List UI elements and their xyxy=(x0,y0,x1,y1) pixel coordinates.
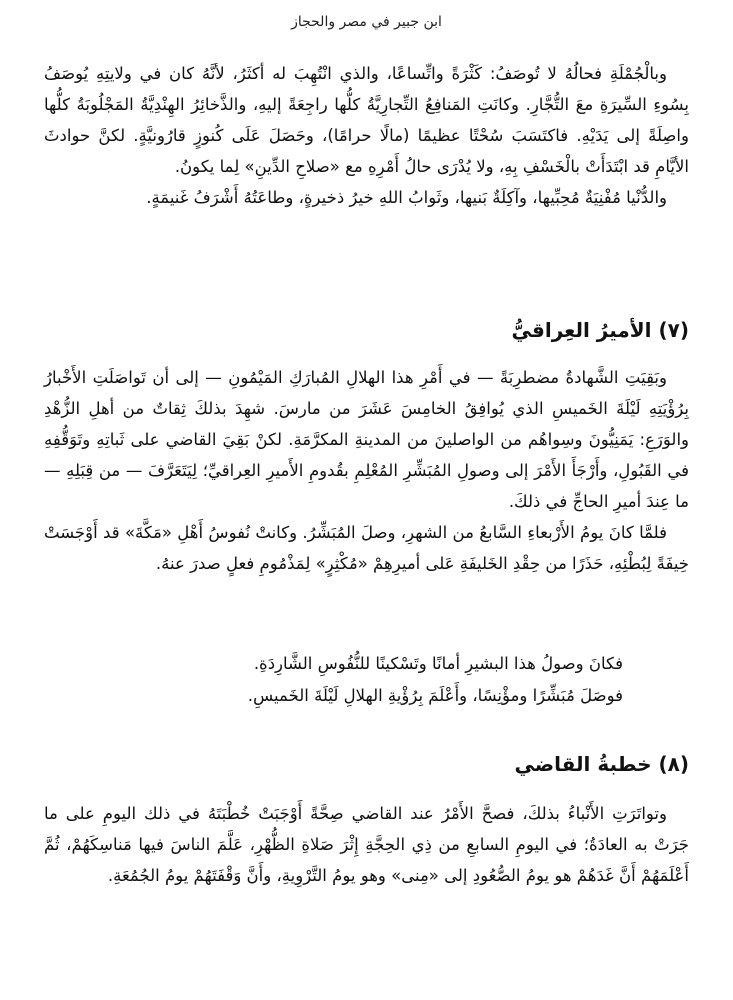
section-3-text xyxy=(44,798,689,891)
section-2-text xyxy=(44,362,689,579)
section-1-text xyxy=(44,58,689,213)
section-heading: (٨) خطبةُ القاضي xyxy=(514,752,689,776)
paragraph: فلمَّا كانَ يومُ الأَرْبعاءِ السَّابعُ من الشهرِ، وصلَ المُبَشِّرُ. وكانتْ نُفوسُ أَهْلِ «مَكَّةَ» قد أَوْجَسَتْ خِيفَةً لِبُطْئِهِ، حَذَرًا من حِقْدِ الخَليفَةِ عَلى أميرِهِمْ «مُكْثِرٍ» لِمَذْمُومِ فعلٍ صدرَ عنهُ. xyxy=(44,523,689,573)
paragraph: وتواتَرَتِ الأَنْباءُ بذلكَ، فصحَّ الأَمْرُ عند القاضي صِحَّةً أَوْجَبَتْ خُطْبَتَهُ في ذلك اليومِ على ما جَرَتْ به العادَةُ؛ في اليومِ السابعِ من ذِي الحِجَّةِ إِثْرَ صَلاةِ الظُّهْرِ، عَلَّمَ الناسَ فيها مَناسِكَهُمْ، ثُمَّ أَعْلَمَهُمْ أَنَّ غَدَهُمْ هو يومُ الصُّعُودِ إلى «مِنى» وهو يومُ التَّرْوِيةِ، وأَنَّ وَقْفَتَهُمْ يومُ الجُمُعَةِ. xyxy=(44,804,689,885)
paragraph: وبالْجُمْلَةِ فحالُهُ لا تُوصَفُ: كَثْرَةً واتِّساعًا، والذي انْتُهِبَ له أكثَرُ، لأنَّهُ كان في ولايتِهِ يُوصَفُ بِسُوءِ السِّيرَةِ معَ التُّجَّارِ. وكانَتِ المَنافِعُ التِّجارِيَّةُ كلُّها راجِعَةً إليهِ، والذَّخائِرُ الهِنْدِيَّةُ المَجْلُوبَةُ كلُّها واصِلَةً إلى يَدَيْهِ. فاكتَسَبَ سُحْتًا عظيمًا (مالًا حرامًا)، وحَصَلَ عَلَى كُنوزٍ قارُونيَّةٍ. لكنَّ حوادثَ الأيَّامِ قد ابْتَدَأَتْ بالْخَسْفِ بِهِ، ولا يُدْرَى حالُ أَمْرِهِ مع «صلاحِ الدِّينِ» لِما يكونُ. xyxy=(44,64,689,176)
section-heading: (٧) الأميرُ العِراقيُّ xyxy=(511,318,689,342)
running-header: ابن جبير في مصر والحجاز xyxy=(291,14,442,30)
verse-line: فكانَ وصولُ هذا البشيرِ أمانًا وتَسْكينًا للنُّفُوسِ الشَّارِدَةِ. xyxy=(253,654,623,673)
paragraph: والدُّنْيا مُفْنِيَةٌ مُحِبِّيها، وآكِلَةٌ بَنيها، وثَوابُ اللهِ خيرُ ذخيرةٍ، وطاعَتُهُ أَشْرَفُ غَنيمَةٍ. xyxy=(146,188,667,207)
verse-line: فوصَلَ مُبَشِّرًا ومؤْنِسًا، وأَعْلَمَ بِرُؤْيةِ الهلالِ لَيْلَةَ الخَميسِ. xyxy=(247,686,623,705)
paragraph: وبَقِيَتِ الشَّهادةُ مضطرِبَةً — في أَمْرِ هذا الهلالِ المُبارَكِ المَيْمُونِ — إلى أن تَواصَلَتِ الأَخْبارُ بِرُؤْيَتِهِ لَيْلَةَ الخَميسِ الذي يُوافِقُ الخامِسَ عَشَرَ من مارسَ. شهِدَ بذلكَ ثِقاتٌ من أهلِ الزُّهْدِ والوَرَعِ: يَمَنِيُّونَ وسِواهُم من الواصلينَ من المدينةِ المكرَّمَةِ. لكنْ بَقِيَ القاضي على ثَباتِهِ وتَوَقُّفِهِ في القَبُولِ، وأَرْجَأَ الأَمْرَ إلى وصولِ المُبَشِّرِ المُعْلِمِ بقُدومِ الأَميرِ العِراقيِّ؛ لِيَتَعَرَّفَ — من قِبَلِهِ — ما عِندَ أميرِ الحاجِّ في ذلكَ. xyxy=(44,368,689,511)
